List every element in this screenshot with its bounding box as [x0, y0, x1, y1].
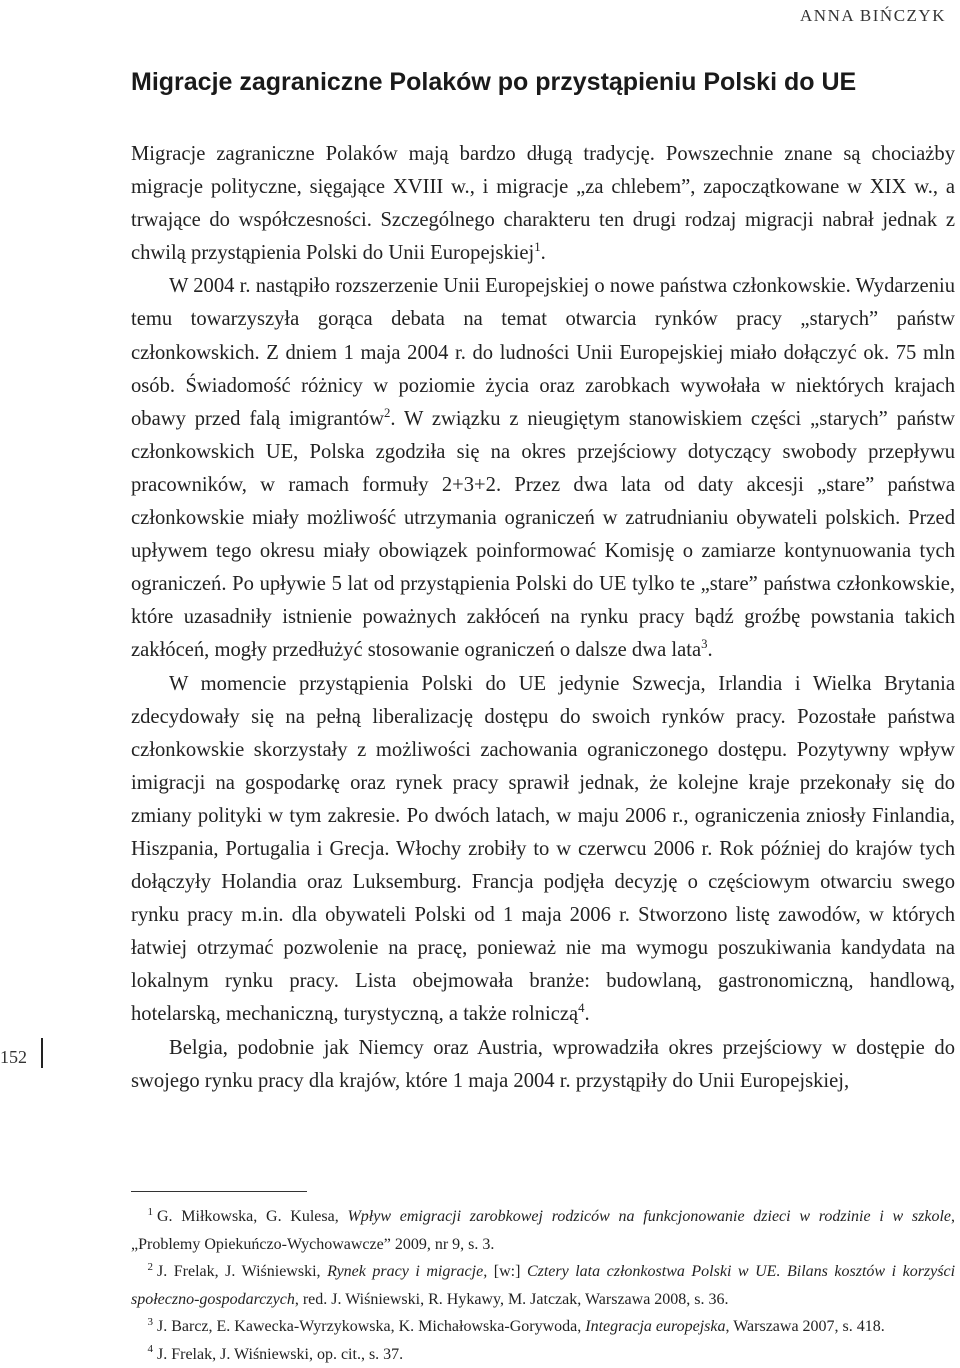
- running-head: ANNA BIŃCZYK: [800, 6, 946, 26]
- footnote-text: J. Barcz, E. Kawecka-Wyrzykowska, K. Michałowska-Gorywoda,: [157, 1318, 585, 1335]
- paragraph-text: W 2004 r. nastąpiło rozszerzenie Unii Europejskiej o nowe państwa członkowskie. Wydarzeniu temu towarzyszyła gorąca debata na temat otwarcia rynków pracy „starych” państw członkowskich. Z dniem 1 maja 2004 r. do ludności Unii Europejskiej miało dołączyć ok. 75 mln osób. Świadomość różnicy w poziomie życia oraz zarobkach wywołała w niektórych krajach obawy przed falą imigrantów: [131, 275, 955, 429]
- footnote-title: Cztery lata członkostwa Polski w UE. Bilans kosztów i korzyści społeczno-gospodarczych: [131, 1263, 955, 1308]
- paragraph-text: Migracje zagraniczne Polaków mają bardzo długą tradycję. Powszechnie znane są chociażby migracje polityczne, sięgające XVIII w., i migracje „za chlebem”, zapoczątkowane w XIX w., a trwające do współczesności. Szczególnego charakteru ten drugi rodzaj migracji nabrał jednak z chwilą przystąpienia Polski do Unii Europejskiej: [131, 143, 955, 264]
- footnote-text: G. Miłkowska, G. Kulesa,: [157, 1208, 347, 1225]
- footnote-ref-1[interactable]: 1: [534, 240, 540, 254]
- footnote-ref-4[interactable]: 4: [578, 1002, 584, 1016]
- paragraph-1: [131, 138, 955, 270]
- page-number-rule: [41, 1038, 43, 1068]
- paragraph-text: .: [708, 639, 713, 661]
- footnote-separator: [131, 1191, 307, 1192]
- footnotes: [131, 1203, 955, 1368]
- footnote-4: 4 J. Frelak, J. Wiśniewski, op. cit., s. 37.: [131, 1341, 955, 1368]
- footnote-ref-2[interactable]: 2: [384, 406, 390, 420]
- paragraph-3: [131, 668, 955, 1032]
- footnote-text: , Warszawa 2007, s. 418.: [726, 1318, 885, 1335]
- paragraph-2: [131, 270, 955, 667]
- footnote-title: Wpływ emigracji zarobkowej rodziców na funkcjonowanie dzieci w rodzinie i w szkole: [347, 1208, 951, 1225]
- footnote-title: Integracja europejska: [585, 1318, 725, 1335]
- footnote-title: Rynek pracy i migracje,: [327, 1263, 487, 1280]
- footnote-text: , red. J. Wiśniewski, R. Hykawy, M. Jatczak, Warszawa 2008, s. 36.: [295, 1291, 729, 1308]
- footnote-2: 2 J. Frelak, J. Wiśniewski, Rynek pracy i migracje, [w:] Cztery lata członkostwa Polski w UE. Bilans kosztów i korzyści społeczno-gospodarczych, red. J. Wiśniewski, R. Hykawy, M. Jatczak, Warszawa 2008, s. 36.: [131, 1258, 955, 1313]
- paragraph-4: [131, 1032, 955, 1098]
- footnote-text: J. Frelak, J. Wiśniewski,: [157, 1263, 327, 1280]
- paragraph-text: .: [585, 1003, 590, 1025]
- section-title: Migracje zagraniczne Polaków po przystąpieniu Polski do UE: [131, 68, 931, 97]
- footnote-3: 3 J. Barcz, E. Kawecka-Wyrzykowska, K. Michałowska-Gorywoda, Integracja europejska, Warszawa 2007, s. 418.: [131, 1313, 955, 1341]
- footnote-text: , „Problemy Opiekuńczo-Wychowawcze” 2009, nr 9, s. 3.: [131, 1208, 955, 1253]
- paragraph-text: W momencie przystąpienia Polski do UE jedynie Szwecja, Irlandia i Wielka Brytania zdecydowały się na pełną liberalizację dostępu do swoich rynków pracy. Pozostałe państwa członkowskie skorzystały z możliwości zachowania ograniczonego dostępu. Pozytywny wpływ imigracji na gospodarkę oraz rynek pracy sprawił jednak, że kolejne kraje przekonały się do zmiany polityki w tym zakresie. Po dwóch latach, w maju 2006 r., ograniczenia zniosły Finlandia, Hiszpania, Portugalia i Grecja. Włochy zrobiły to w czerwcu 2006 r. Rok później do krajów tych dołączyły Holandia oraz Luksemburg. Francja podjęła decyzję o częściowym otwarciu swego rynku pracy m.in. dla obywateli Polski od 1 maja 2006 r. Stworzono listę zawodów, w których łatwiej otrzymać pozwolenie na pracę, ponieważ nie ma wymogu poszukiwania kandydata na lokalnym rynku pracy. Lista obejmowała branże: budowlaną, gastronomiczną, handlową, hotelarską, mechaniczną, turystyczną, a także rolniczą: [131, 673, 955, 1026]
- body-text: [131, 138, 955, 1098]
- footnote-ref-3[interactable]: 3: [701, 638, 707, 652]
- paragraph-text: Belgia, podobnie jak Niemcy oraz Austria, wprowadziła okres przejściowy w dostępie do swojego rynku pracy dla krajów, które 1 maja 2004 r. przystąpiły do Unii Europejskiej,: [131, 1037, 955, 1092]
- footnote-text: J. Frelak, J. Wiśniewski, op. cit., s. 37.: [157, 1346, 403, 1363]
- footnote-text: [w:]: [487, 1263, 527, 1280]
- page-number: 152: [0, 1047, 27, 1068]
- footnote-1: 1 G. Miłkowska, G. Kulesa, Wpływ emigracji zarobkowej rodziców na funkcjonowanie dzieci w rodzinie i w szkole, „Problemy Opiekuńczo-Wychowawcze” 2009, nr 9, s. 3.: [131, 1203, 955, 1258]
- paragraph-text: . W związku z nieugiętym stanowiskiem części „starych” państw członkowskich UE, Polska zgodziła się na okres przejściowy dotyczący swobody przepływu pracowników, w ramach formuły 2+3+2. Przez dwa lata od daty akcesji „stare” państwa członkowskie miały możliwość utrzymania ograniczeń w zatrudnianiu obywateli polskich. Przed upływem tego okresu miały obowiązek poinformować Komisję o zamiarze kontynuowania tych ograniczeń. Po upływie 5 lat od przystąpienia Polski do UE tylko te „stare” państwa członkowskie, które uzasadniły istnienie poważnych zakłóceń na rynku pracy bądź groźbę powstania takich zakłóceń, mogły przedłużyć stosowanie ograniczeń o dalsze dwa lata: [131, 408, 955, 662]
- paragraph-text: .: [541, 242, 546, 264]
